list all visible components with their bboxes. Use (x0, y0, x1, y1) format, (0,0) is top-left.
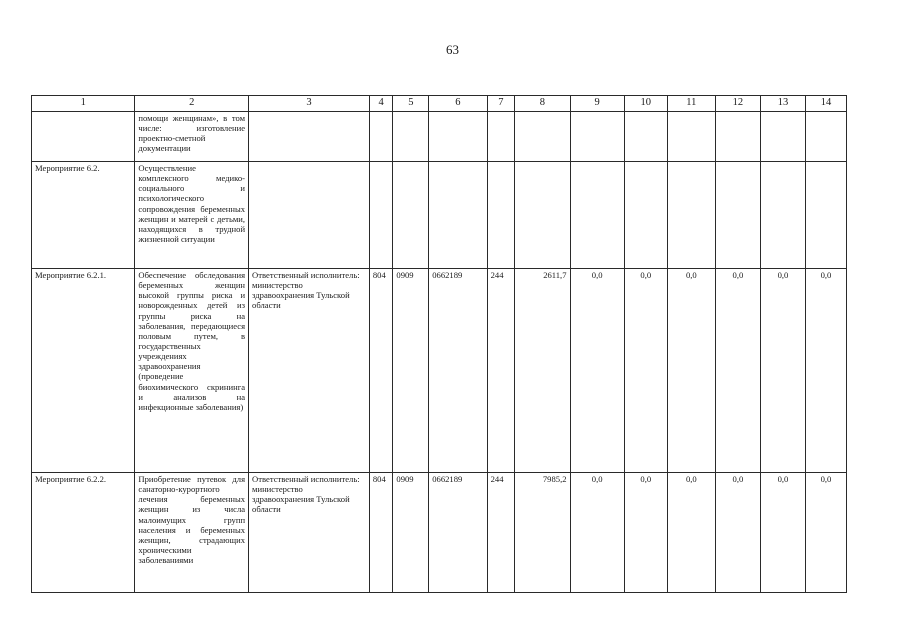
code-target: 0662189 (429, 473, 487, 593)
value-col-11 (667, 162, 715, 269)
column-header-5: 5 (393, 96, 429, 112)
value-col-12: 0,0 (715, 473, 760, 593)
value-col-10 (624, 162, 667, 269)
activity-description: помощи женщинам», в том числе: изготовление проектно-сметной документации (135, 112, 249, 162)
activity-number: Мероприятие 6.2.2. (32, 473, 135, 593)
code-target: 0662189 (429, 269, 487, 473)
column-header-4: 4 (369, 96, 393, 112)
column-header-1: 1 (32, 96, 135, 112)
value-col-12: 0,0 (715, 269, 760, 473)
value-col-10 (624, 112, 667, 162)
table-row (32, 473, 847, 593)
activity-description: Обеспечение обследования беременных женщин высокой группы риска и новорожденных детей из группы риска на заболевания, передающиеся половым путем, в государственных учреждениях здравоохранения (проведение биохимического скрининга и анализов на инфекционные заболевания) (135, 269, 249, 473)
value-col-9: 0,0 (570, 473, 624, 593)
code-section (393, 162, 429, 269)
value-col-14 (805, 112, 846, 162)
amount (515, 112, 570, 162)
value-col-14: 0,0 (805, 269, 846, 473)
value-col-11: 0,0 (667, 269, 715, 473)
column-header-13: 13 (760, 96, 805, 112)
amount: 2611,7 (515, 269, 570, 473)
column-header-11: 11 (667, 96, 715, 112)
activity-number: Мероприятие 6.2. (32, 162, 135, 269)
code-ministry (369, 162, 393, 269)
column-header-2: 2 (135, 96, 249, 112)
code-target (429, 112, 487, 162)
value-col-9 (570, 162, 624, 269)
code-expense (487, 162, 515, 269)
executor (249, 162, 370, 269)
column-header-8: 8 (515, 96, 570, 112)
code-section: 0909 (393, 269, 429, 473)
code-target (429, 162, 487, 269)
executor (249, 112, 370, 162)
value-col-13: 0,0 (760, 473, 805, 593)
value-col-10: 0,0 (624, 473, 667, 593)
column-header-7: 7 (487, 96, 515, 112)
column-header-6: 6 (429, 96, 487, 112)
amount: 7985,2 (515, 473, 570, 593)
table-row (32, 162, 847, 269)
code-ministry: 804 (369, 473, 393, 593)
value-col-14: 0,0 (805, 473, 846, 593)
value-col-12 (715, 162, 760, 269)
activity-number: Мероприятие 6.2.1. (32, 269, 135, 473)
column-header-3: 3 (249, 96, 370, 112)
header-row (32, 96, 847, 112)
value-col-12 (715, 112, 760, 162)
budget-table (31, 95, 847, 593)
column-header-14: 14 (805, 96, 846, 112)
code-ministry (369, 112, 393, 162)
code-ministry: 804 (369, 269, 393, 473)
page-number: 63 (446, 42, 459, 57)
activity-description: Осуществление комплексного медико-социального и психологического сопровождения беременных женщин и матерей с детьми, находящихся в трудной жизненной ситуации (135, 162, 249, 269)
table-row (32, 112, 847, 162)
value-col-13 (760, 162, 805, 269)
amount (515, 162, 570, 269)
value-col-9 (570, 112, 624, 162)
executor: Ответственный исполнитель: министерство здравоохранения Тульской области (249, 473, 370, 593)
value-col-14 (805, 162, 846, 269)
value-col-11 (667, 112, 715, 162)
activity-description: Приобретение путевок для санаторно-курортного лечения беременных женщин из числа малоимущих групп населения и беременных женщин, страдающих хроническими заболеваниями (135, 473, 249, 593)
executor: Ответственный исполнитель: министерство здравоохранения Тульской области (249, 269, 370, 473)
table-row (32, 269, 847, 473)
value-col-11: 0,0 (667, 473, 715, 593)
code-section: 0909 (393, 473, 429, 593)
value-col-10: 0,0 (624, 269, 667, 473)
column-header-9: 9 (570, 96, 624, 112)
code-expense (487, 112, 515, 162)
code-expense: 244 (487, 269, 515, 473)
value-col-13: 0,0 (760, 269, 805, 473)
code-section (393, 112, 429, 162)
code-expense: 244 (487, 473, 515, 593)
activity-number (32, 112, 135, 162)
value-col-9: 0,0 (570, 269, 624, 473)
value-col-13 (760, 112, 805, 162)
column-header-10: 10 (624, 96, 667, 112)
column-header-12: 12 (715, 96, 760, 112)
